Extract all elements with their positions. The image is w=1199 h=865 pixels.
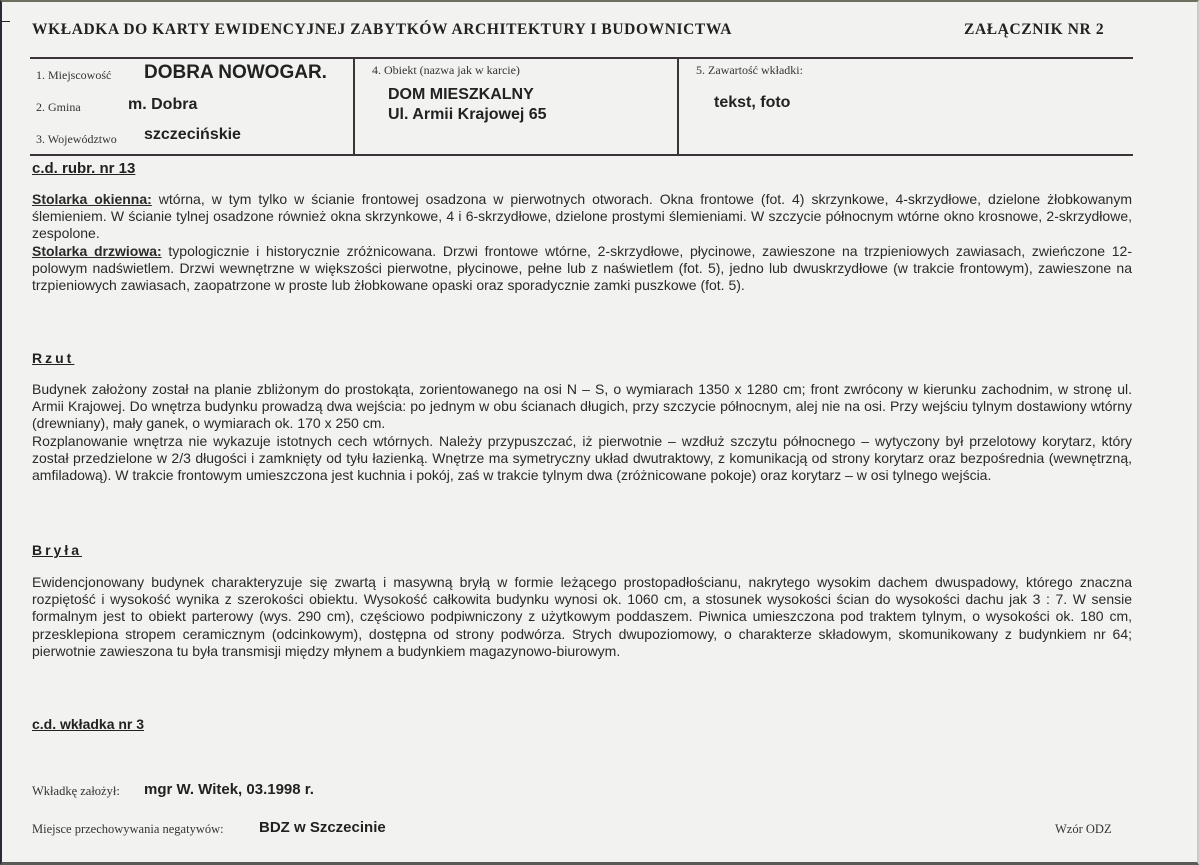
commune-label: 2. Gmina <box>36 100 81 114</box>
annex-number: ZAŁĄCZNIK NR 2 <box>964 21 1105 38</box>
windows-text: wtórna, w tym tylko w ścianie frontowej osadzona w pierwotnych otworach. Okna frontowe (fot. 4) skrzynkowe, 4-skrzydłowe, dzielone żłobkowanym ślemieniem. W ścianie tylnej osadzone również okna skrzynkowe, 4 i 6-skrzydłowe, dzielone prostymi ślemieniami. W szczycie północnym wtórne okno krosnowe, 2-skrzydłowe, zespolone. <box>32 191 1132 242</box>
negatives-label: Miejsce przechowywania negatywów: <box>32 822 224 836</box>
header-box-bottom-rule <box>30 154 1133 156</box>
header-box-top-rule <box>30 57 1133 59</box>
object-label: 4. Obiekt (nazwa jak w karcie) <box>372 63 520 77</box>
contents-label: 5. Zawartość wkładki: <box>696 63 803 77</box>
locality-value: DOBRA NOWOGAR. <box>144 62 327 83</box>
massing-paragraph: Ewidencjonowany budynek charakteryzuje się zwartą i masywną bryłą w formie leżącego prostopadłościanu, nakrytego wysokim dachem dwuspadowy, którego znaczna rozpiętość i wysokość wynika z szerokości obiektu. Wysokość całkowita budynku wynosi ok. 1060 cm, a stosunek wysokości ścian do wysokości dachu jak 3 : 7. W sensie formalnym jest to obiekt parterowy (wys. 290 cm), częściowo podpiwniczony z użytkowym poddaszem. Piwnica umieszczona pod traktem tylnym, o wysokości ok. 180 cm, przesklepiona stropem ceramicznym (odcinkowym), dostępna od strony podwórza. Strych dwupoziomowy, o charakterze składowym, skomunikowany z budynkiem nr 64; pierwotnie zawieszona tu była transmisji między młynem a budynkiem magazynowo-biurowym. <box>32 574 1132 659</box>
doors-paragraph <box>32 243 1132 295</box>
doors-lead: Stolarka drzwiowa: <box>32 242 162 259</box>
contents-value: tekst, foto <box>714 94 791 111</box>
windows-lead: Stolarka okienna: <box>32 191 152 207</box>
continued-on-note: c.d. wkładka nr 3 <box>32 716 145 732</box>
locality-label: 1. Miejscowość <box>36 68 112 82</box>
negatives-value: BDZ w Szczecinie <box>259 819 386 836</box>
author-label: Wkładkę założył: <box>32 784 120 798</box>
object-address: Ul. Armii Krajowej 65 <box>388 106 547 123</box>
massing-heading: Bryła <box>32 542 83 558</box>
author-value: mgr W. Witek, 03.1998 r. <box>144 781 314 798</box>
plan-paragraph-1: Budynek założony został na planie zbliżonym do prostokąta, zorientowanego na osi N – S, o wymiarach 1350 x 1280 cm; front zwrócony w kierunku zachodnim, w stronę ul. Armii Krajowej. Do wnętrza budynku prowadzą dwa wejścia: po jednym w obu ścianach długich, przy szczycie północnym, alej nie na osi. Przy wejściu tylnym dostawiony wtórny (drewniany), mały ganek, o wymiarach ok. 170 x 250 cm. <box>32 381 1132 432</box>
windows-paragraph <box>32 191 1132 243</box>
plan-heading: Rzut <box>32 350 75 366</box>
object-name: DOM MIESZKALNY <box>388 86 534 103</box>
template-mark: Wzór ODZ <box>1055 822 1112 836</box>
continuation-heading: c.d. rubr. nr 13 <box>32 160 136 177</box>
doors-text: typologicznie i historycznie zróżnicowana. Drzwi frontowe wtórne, 2-skrzydłowe, płycinowe, zawieszone na trzpieniowych zawiasach, zwieńczone 12-polowym nadświetlem. Drzwi wewnętrzne w większości pierwotne, płycinowe, pełne lub z naświetlem (fot. 5), jedno lub dwuskrzydłowe (w trakcie frontowym), zawieszone na trzpieniowych zawiasach, zaopatrzone w proste lub żłobkowane opaski oraz sporadycznie zamki puszkowe (fot. 5). <box>32 242 1132 294</box>
document-title: WKŁADKA DO KARTY EWIDENCYJNEJ ZABYTKÓW ARCHITEKTURY I BUDOWNICTWA <box>32 21 733 38</box>
joinery-section <box>32 191 1132 294</box>
voivodeship-label: 3. Województwo <box>36 132 117 146</box>
header-box-divider-2 <box>677 59 679 155</box>
header-box-divider-1 <box>353 59 355 155</box>
plan-section <box>32 381 1132 484</box>
plan-paragraph-2: Rozplanowanie wnętrza nie wykazuje istotnych cech wtórnych. Należy przypuszczać, iż pierwotnie – wzdłuż szczytu północnego – wytyczony był przelotowy korytarz, który został przedzielone w 2/3 długości i zamknięty od tyłu łazienką. Wnętrze ma symetryczny układ dwutraktowy, z komunikacją od strony korytarz oraz bezpośrednia (wewnętrzną, amfiladową). W trakcie frontowym umieszczona jest kuchnia i pokój, zaś w trakcie tylnym dwa (zróżnicowane pokoje) oraz korytarz – w osi tylnego wejścia. <box>32 432 1132 484</box>
margin-tick-mark <box>2 21 10 22</box>
commune-value: m. Dobra <box>128 96 198 113</box>
voivodeship-value: szczecińskie <box>144 126 241 143</box>
massing-section <box>32 574 1132 660</box>
